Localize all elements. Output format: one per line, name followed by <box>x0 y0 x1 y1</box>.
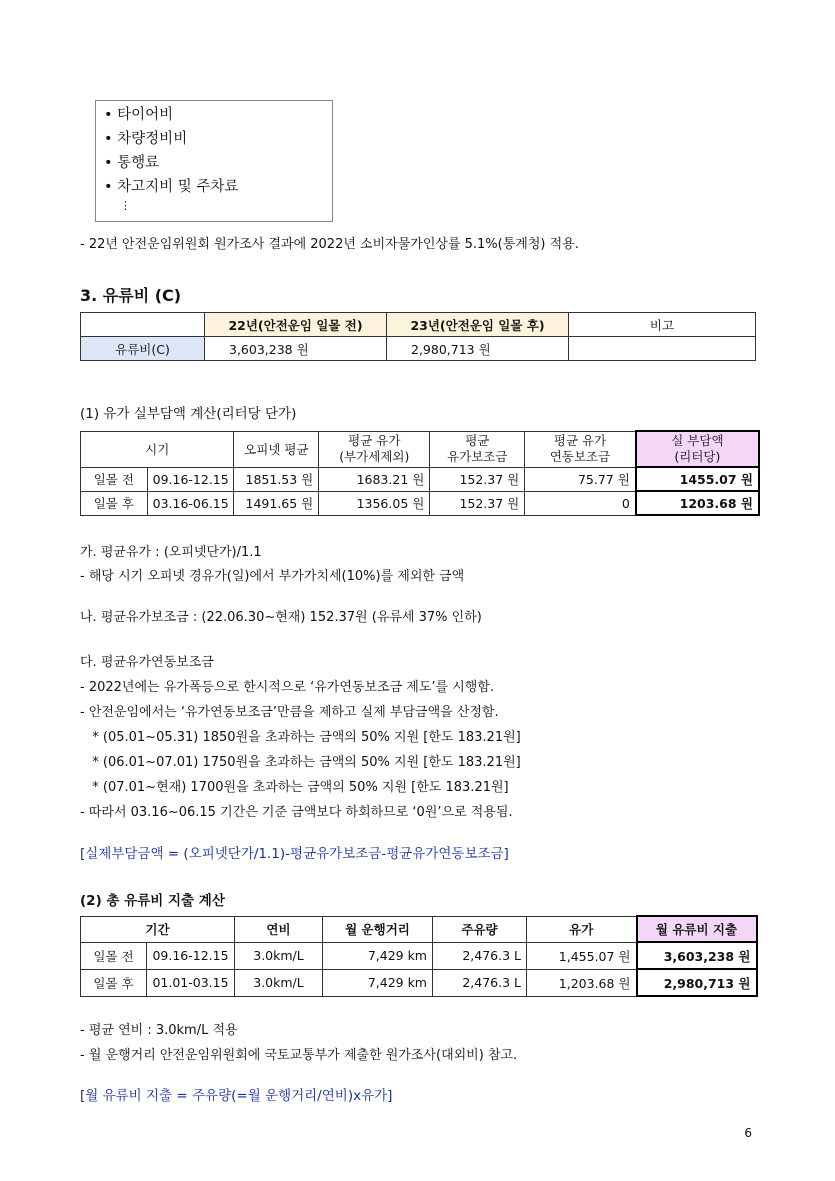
table-cell: 3.0km/L <box>235 969 323 996</box>
note-line: * (05.01~05.31) 1850원을 초과하는 금액의 50% 지원 [한도 183.21원] <box>84 730 521 745</box>
cost-items-box <box>95 100 333 222</box>
header-cell <box>81 313 205 337</box>
header-cell: 비고 <box>569 313 756 337</box>
table-cell: 01.01-03.15 <box>147 969 235 996</box>
table-cell: 1356.05 원 <box>319 491 430 515</box>
note-line: - 2022년에는 유가폭등으로 한시적으로 ‘유가연동보조금 제도’를 시행함. <box>80 680 495 695</box>
subsection-title: (2) 총 유류비 지출 계산 <box>80 893 225 909</box>
table-cell: 1491.65 원 <box>234 491 319 515</box>
note-line: 다. 평균유가연동보조금 <box>80 655 214 670</box>
header-cell: 22년(안전운임 일몰 전) <box>205 313 387 337</box>
fuel-price-table <box>80 430 760 516</box>
table-cell: 일몰 전 <box>81 467 148 491</box>
table-cell: 7,429 km <box>323 969 433 996</box>
note-line: 나. 평균유가보조금 : (22.06.30~현재) 152.37원 (유류세 37% 인하) <box>80 610 482 625</box>
header-line: (부가세제외) <box>339 449 410 464</box>
header-cell: 기간 <box>81 916 235 942</box>
list-item: • 통행료 <box>104 155 160 171</box>
table-cell: 1,455.07 원 <box>527 942 637 969</box>
note-line: - 안전운임에서는 ‘유가연동보조금’만큼을 제하고 실제 부담금액을 산정함. <box>80 705 499 720</box>
note-line: - 평균 연비 : 3.0km/L 적용 <box>80 1023 238 1038</box>
header-line: 유가보조금 <box>447 449 508 464</box>
table-cell: 1851.53 원 <box>234 467 319 491</box>
header-line: 평균 유가 <box>348 433 401 448</box>
list-item: • 차량정비비 <box>104 131 188 147</box>
page-number: 6 <box>744 1126 752 1140</box>
header-cell: 월 운행거리 <box>323 916 433 942</box>
formula-monthly-fuel: [월 유류비 지출 = 주유량(=월 운행거리/연비)x유가] <box>80 1088 393 1104</box>
section-title: 3. 유류비 (C) <box>80 286 182 305</box>
cpi-note: - 22년 안전운임위원회 원가조사 결과에 2022년 소비자물가인상률 5.1%(통계청) 적용. <box>80 237 579 252</box>
table-cell: 2,476.3 L <box>433 969 527 996</box>
header-cell: 시기 <box>81 431 234 467</box>
header-cell: 주유량 <box>433 916 527 942</box>
note-line: - 따라서 03.16~06.15 기간은 기준 금액보다 하회하므로 ‘0원’으로 적용됨. <box>80 805 513 820</box>
fuel-expense-table <box>80 915 758 997</box>
table-cell: 1203.68 원 <box>636 491 759 515</box>
table-cell: 일몰 후 <box>81 969 147 996</box>
header-line: 연동보조금 <box>549 449 611 464</box>
header-line: 평균 유가 <box>553 433 607 448</box>
note-line: - 해당 시기 오피넷 경유가(일)에서 부가가치세(10%)를 제외한 금액 <box>80 569 465 584</box>
header-cell: 유가 <box>527 916 637 942</box>
list-item: • 타이어비 <box>104 107 174 123</box>
formula-real-cost: [실제부담금액 = (오피넷단가/1.1)-평균유가보조금-평균유가연동보조금] <box>80 846 509 862</box>
row-label: 유류비(C) <box>81 337 205 361</box>
ellipsis: ⋮ <box>120 199 131 212</box>
header-cell: 월 유류비 지출 <box>637 916 757 942</box>
note-line: * (07.01~현재) 1700원을 초과하는 금액의 50% 지원 [한도 183.21원] <box>84 780 509 795</box>
table-cell: 152.37 원 <box>430 491 525 515</box>
table-cell: 09.16-12.15 <box>147 942 235 969</box>
table-cell: 3,603,238 원 <box>637 942 757 969</box>
table-cell: 일몰 전 <box>81 942 147 969</box>
header-cell: 연비 <box>235 916 323 942</box>
note-line: - 월 운행거리 안전운임위원회에 국토교통부가 제출한 원가조사(대외비) 참고. <box>80 1048 518 1063</box>
list-item: • 차고지비 및 주차료 <box>104 179 239 195</box>
note-line: 가. 평균유가 : (오피넷단가)/1.1 <box>80 545 262 560</box>
table-cell: 일몰 후 <box>81 491 148 515</box>
table-cell: 1683.21 원 <box>319 467 430 491</box>
table-cell: 1,203.68 원 <box>527 969 637 996</box>
value-cell: 2,980,713 원 <box>387 337 569 361</box>
table-cell: 1455.07 원 <box>636 467 759 491</box>
table-cell: 0 <box>525 491 636 515</box>
subsection-title: (1) 유가 실부담액 계산(리터당 단가) <box>80 406 297 422</box>
header-line: (리터당) <box>674 449 721 464</box>
header-line: 실 부담액 <box>671 433 724 448</box>
table-cell: 09.16-12.15 <box>147 467 234 491</box>
table-cell: 03.16-06.15 <box>147 491 234 515</box>
table-cell: 2,476.3 L <box>433 942 527 969</box>
table-cell: 3.0km/L <box>235 942 323 969</box>
table-cell: 75.77 원 <box>525 467 636 491</box>
table-cell: 2,980,713 원 <box>637 969 757 996</box>
table-cell: 7,429 km <box>323 942 433 969</box>
fuel-summary-table <box>80 312 756 361</box>
header-line: 평균 <box>465 433 490 448</box>
header-cell: 오피넷 평균 <box>234 431 319 467</box>
value-cell <box>569 337 756 361</box>
value-cell: 3,603,238 원 <box>205 337 387 361</box>
table-cell: 152.37 원 <box>430 467 525 491</box>
header-cell: 23년(안전운임 일몰 후) <box>387 313 569 337</box>
note-line: * (06.01~07.01) 1750원을 초과하는 금액의 50% 지원 [한도 183.21원] <box>84 755 521 770</box>
